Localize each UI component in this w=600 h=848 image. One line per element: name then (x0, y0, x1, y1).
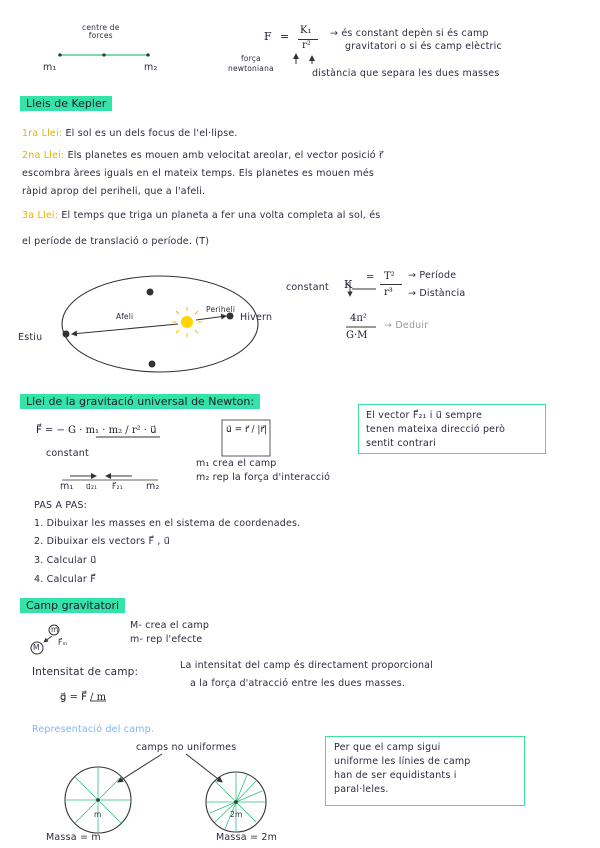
periheli-arrow (196, 316, 226, 320)
planet-top (147, 289, 154, 296)
law1-label: 1ra Llei: (22, 128, 63, 139)
law2-label: 2na Llei: (22, 150, 65, 161)
step-1: 1. Dibuixar les masses en el sistema de coordenades. (34, 518, 301, 529)
newton-m2: m₂ (146, 481, 160, 492)
kepler-heading: Lleis de Kepler (20, 96, 112, 111)
planet-bottom (149, 361, 156, 368)
arrow-to-circle1 (118, 754, 162, 782)
circle1-m: m (94, 810, 102, 819)
box-text-2: tenen mateixa direcció però (366, 424, 506, 435)
k-symbol: K (344, 278, 353, 291)
mass-dot-1 (58, 53, 61, 56)
u21-label: u⃗₂₁ (86, 482, 98, 491)
u-formula: u⃗ = r⃗ / |r⃗| (226, 425, 268, 435)
sun-icon (172, 307, 202, 337)
orbit-ellipse (62, 276, 258, 372)
M-label: M (33, 643, 40, 652)
newton-m1: m₁ (60, 481, 74, 492)
uniform-text-3: han de ser equidistants i (334, 770, 457, 781)
formula-F: F (264, 30, 272, 43)
forca-newtoniana: força newtoniana (228, 54, 274, 73)
massa-2: Massa = 2m (216, 832, 278, 843)
circle2-m: 2m (230, 810, 243, 819)
m2-label: m₂ (144, 62, 158, 73)
afeli-label: Afeli (116, 312, 134, 321)
frac-den: r³ (384, 287, 393, 298)
intensitat-text-1: La intensitat del camp és directament proporcional (180, 660, 434, 671)
g-formula: g⃗ = F⃗ / m (60, 692, 107, 703)
massa-1: Massa = m (46, 832, 101, 843)
m2-desc: m₂ rep la força d'interacció (196, 472, 331, 483)
m-label: m (51, 625, 59, 634)
newton-formula: F⃗ = − G · m₁ · m₂ / r² · u⃗ (36, 425, 157, 436)
frac2-den: G·M (346, 330, 368, 341)
intensitat-text-2: a la força d'atracció entre les dues masses. (190, 678, 406, 689)
uniform-text-4: paral·leles. (334, 784, 389, 795)
constant-label: constant (286, 282, 329, 293)
M-desc: M- crea el camp (130, 620, 210, 631)
mass-dot-3 (146, 53, 149, 56)
field-circle-1 (65, 767, 131, 833)
step-3: 3. Calcular u⃗ (34, 555, 97, 566)
frac-num: T² (384, 271, 395, 282)
formula-note-2: gravitatori o si és camp elèctric (345, 41, 502, 52)
law3-label: 3a Llei: (22, 210, 59, 221)
periheli-label: Periheli (206, 305, 236, 314)
camp-heading: Camp gravitatori (20, 598, 125, 613)
m1-desc: m₁ crea el camp (196, 458, 277, 469)
intensitat-label: Intensitat de camp: (32, 666, 139, 678)
pas-a-pas: PAS A PAS: (34, 500, 88, 511)
box-text-1: El vector F⃗₂₁ i u⃗ sempre (366, 410, 483, 421)
law3-text: El temps que triga un planeta a fer una volta completa al sol, és (61, 210, 381, 221)
uniform-text-2: uniforme les línies de camp (334, 756, 471, 767)
no-uniformes-label: camps no uniformes (136, 742, 237, 753)
distancia-label: → Distància (408, 288, 466, 299)
mass-dot-2 (102, 53, 105, 56)
distancia-note: distància que separa les dues masses (312, 68, 500, 79)
planet-left (63, 331, 70, 338)
frac2-num: 4π² (350, 313, 367, 324)
step-2: 2. Dibuixar els vectors F⃗ , u⃗ (34, 536, 170, 547)
newton-constant: constant (46, 448, 89, 459)
formula-K: K₁ (300, 25, 312, 36)
law3-text-2: el període de translació o període. (T) (22, 236, 210, 247)
law2-text-3: ràpid aprop del periheli, que a l'afeli. (22, 186, 206, 197)
formula-r2: r² (302, 40, 311, 51)
afeli-arrow (72, 324, 178, 334)
m-desc: m- rep l'efecte (130, 634, 203, 645)
f21-label: F⃗₂₁ (112, 482, 123, 491)
box-text-3: sentit contrari (366, 438, 436, 449)
hivern-label: Hivern (240, 312, 273, 323)
law1-text: El sol es un dels focus de l'el·lipse. (65, 128, 238, 139)
step-4: 4. Calcular F⃗ (34, 574, 96, 585)
law2-text: Els planetes es mouen amb velocitat areolar, el vector posició r⃗ (67, 150, 384, 161)
periode-label: → Període (408, 270, 457, 281)
representacio-label: Representació del camp. (32, 724, 155, 735)
centre-forces-label: centre de forces (82, 23, 120, 40)
uniform-text-1: Per que el camp sigui (334, 742, 441, 753)
field-circle-2 (206, 772, 266, 832)
formula-note: → és constant depèn si és camp (330, 28, 489, 39)
arrow-to-circle2 (186, 754, 222, 782)
m1-label: m₁ (43, 62, 57, 73)
deduir-label: → Deduir (384, 320, 429, 331)
law2-text-2: escombra àrees iguals en el mateix temps. Els planetes es mouen més (22, 168, 375, 179)
newton-heading: Llei de la gravitació universal de Newton: (20, 394, 260, 409)
estiu-label: Estiu (18, 332, 43, 343)
fm-label: F⃗ₘ (58, 638, 68, 647)
